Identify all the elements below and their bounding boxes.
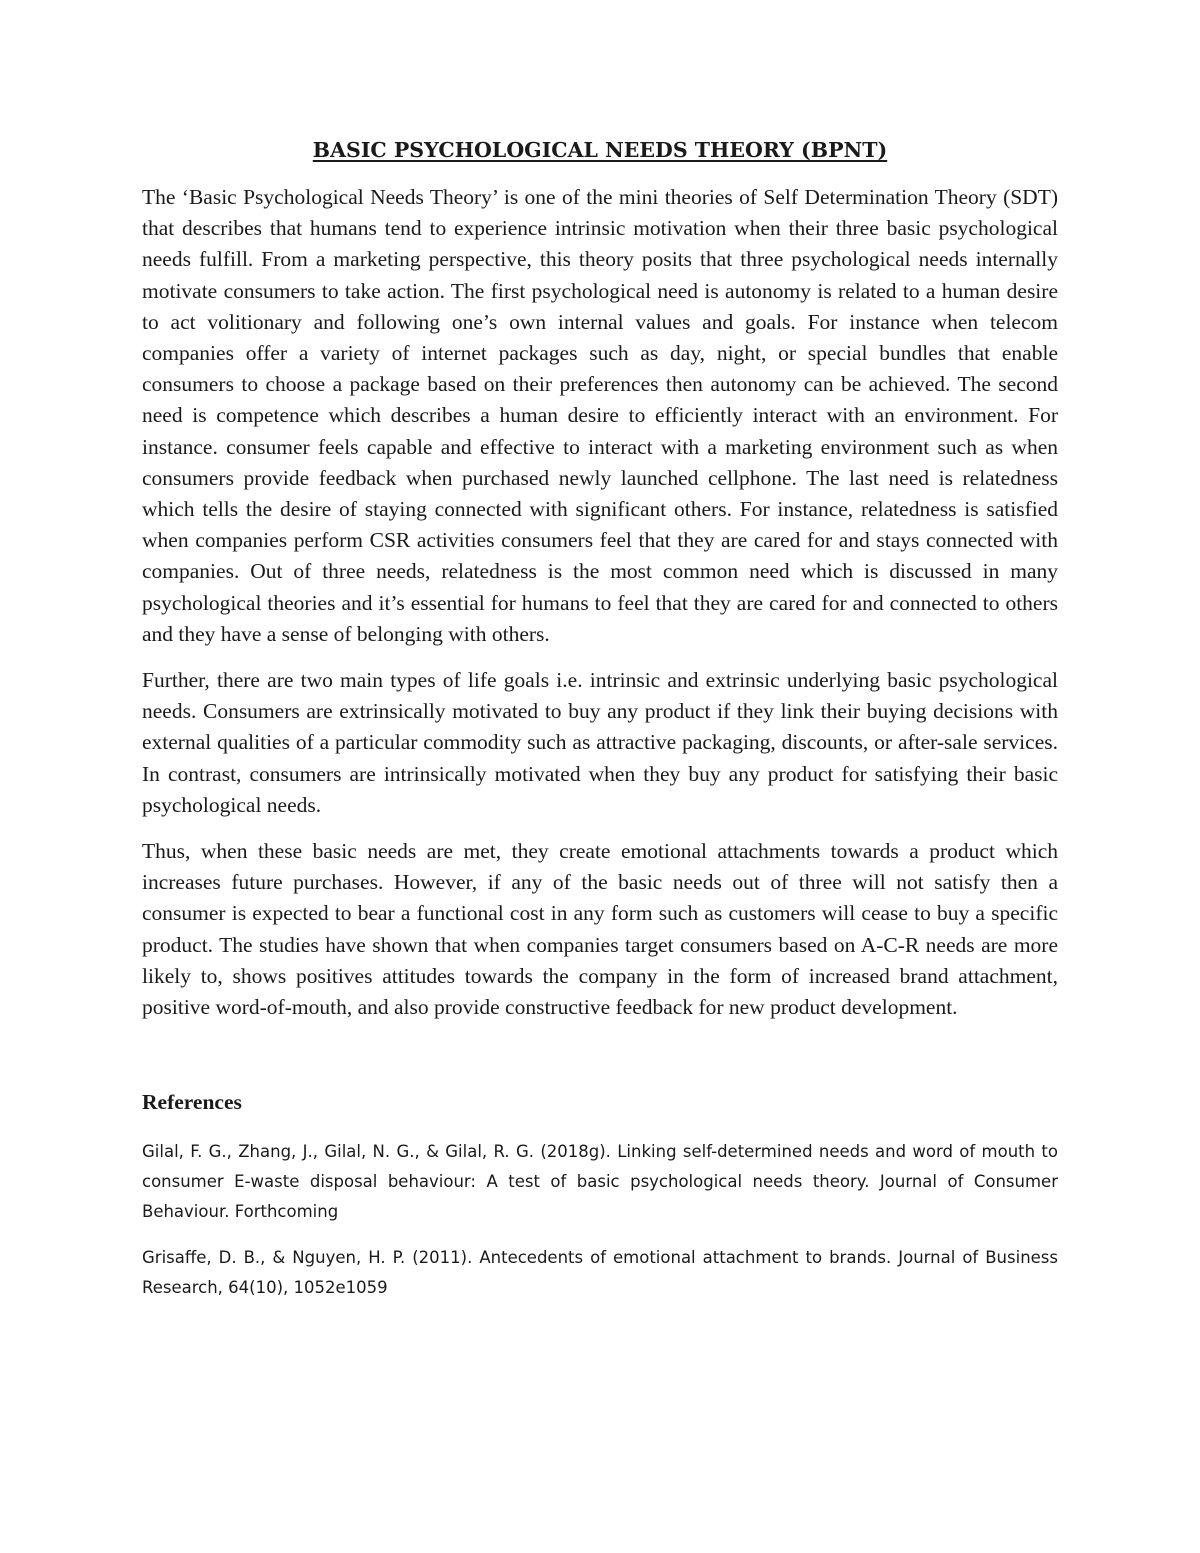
reference-item-2: Grisaffe, D. B., & Nguyen, H. P. (2011). Antecedents of emotional attachment to brands. Journal of Business Research, 64(10), 1052e1059 [142,1248,1058,1298]
reference-item-1: Gilal, F. G., Zhang, J., Gilal, N. G., & Gilal, R. G. (2018g). Linking self-determined needs and word of mouth to consumer E-waste disposal behaviour: A test of basic psychological needs theory. Journal of Consumer Behaviour. Forthcoming [142,1142,1058,1222]
references-heading: References [142,1090,242,1115]
section-spacer [142,1038,1058,1090]
body-paragraph-3: Thus, when these basic needs are met, they create emotional attachments towards a product which increases future purchases. However, if any of the basic needs out of three will not satisfy then a consumer is expected to bear a functional cost in any form such as customers will cease to buy a specific product. The studies have shown that when companies target consumers based on A-C-R needs are more likely to, shows positives attitudes towards the company in the form of increased brand attachment, positive word-of-mouth, and also provide constructive feedback for new product development. [142,839,1058,1020]
body-paragraph-1: The ‘Basic Psychological Needs Theory’ is one of the mini theories of Self Determination Theory (SDT) that describes that humans tend to experience intrinsic motivation when their three basic psychological needs fulfill. From a marketing perspective, this theory posits that three psychological needs internally motivate consumers to take action. The first psychological need is autonomy is related to a human desire to act volitionary and following one’s own internal values and goals. For instance when telecom companies offer a variety of internet packages such as day, night, or special bundles that enable consumers to choose a package based on their preferences then autonomy can be achieved. The second need is competence which describes a human desire to efficiently interact with an environment. For instance. consumer feels capable and effective to interact with a marketing environment such as when consumers provide feedback when purchased newly launched cellphone. The last need is relatedness which tells the desire of staying connected with significant others. For instance, relatedness is satisfied when companies perform CSR activities consumers feel that they are cared for and stays connected with companies. Out of three needs, relatedness is the most common need which is discussed in many psychological theories and it’s essential for humans to feel that they are cared for and connected to others and they have a sense of belonging with others. [142,185,1058,646]
document-title: BASIC PSYCHOLOGICAL NEEDS THEORY (BPNT) [312,138,888,162]
body-paragraph-2: Further, there are two main types of life goals i.e. intrinsic and extrinsic underlying basic psychological needs. Consumers are extrinsically motivated to buy any product if they link their buying decisions with external qualities of a particular commodity such as attractive packaging, discounts, or after-sale services. In contrast, consumers are intrinsically motivated when they buy any product for satisfying their basic psychological needs. [142,668,1058,817]
document-body [142,138,1058,1319]
